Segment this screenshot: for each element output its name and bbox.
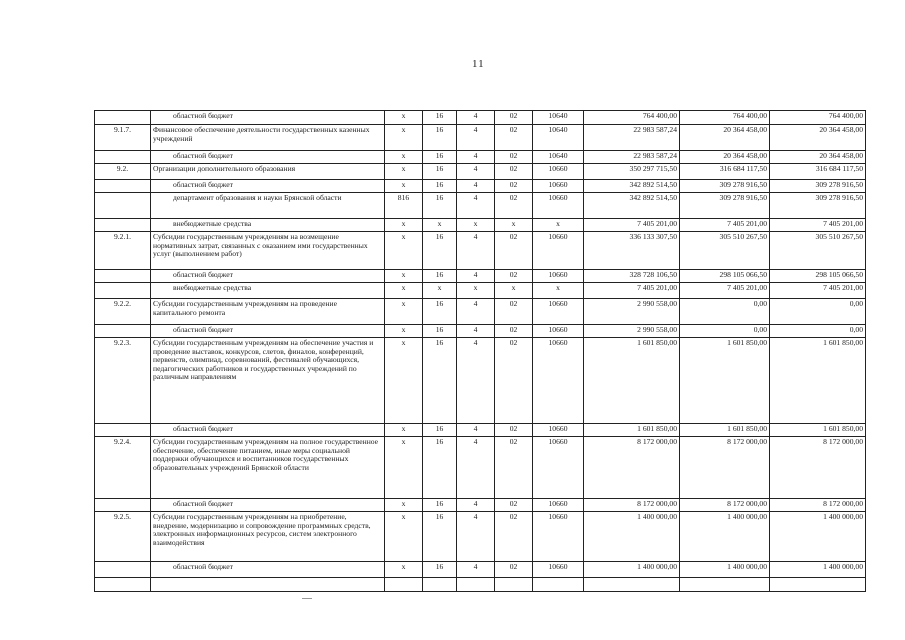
- code-grbs: [385, 578, 423, 592]
- page-number: 11: [472, 58, 485, 70]
- code-section: x: [423, 219, 457, 232]
- item-number: [95, 151, 151, 164]
- code-target: x: [533, 219, 584, 232]
- table-row-item: [95, 299, 866, 325]
- code-target: 10660: [533, 270, 584, 283]
- amount-year-1: 7 405 201,00: [584, 219, 680, 232]
- code-section: 16: [423, 164, 457, 180]
- code-target: 10660: [533, 338, 584, 424]
- amount-year-1: 1 601 850,00: [584, 424, 680, 437]
- table-row-subitem: [95, 499, 866, 512]
- code-program: 02: [495, 111, 533, 125]
- table-row-item: [95, 232, 866, 270]
- amount-year-3: 1 400 000,00: [770, 562, 866, 578]
- amount-year-3: 305 510 267,50: [770, 232, 866, 270]
- code-target: 10660: [533, 499, 584, 512]
- code-program: 02: [495, 437, 533, 499]
- table-row-item: [95, 437, 866, 499]
- item-name: Субсидии государственным учреждениям на возмещение нормативных затрат, связанных с оказанием ими государственных услуг (выполнением работ): [151, 232, 385, 270]
- item-number: [95, 111, 151, 125]
- amount-year-1: 764 400,00: [584, 111, 680, 125]
- amount-year-2: 305 510 267,50: [680, 232, 770, 270]
- amount-year-2: 7 405 201,00: [680, 219, 770, 232]
- amount-year-2: 1 601 850,00: [680, 424, 770, 437]
- item-number: [95, 219, 151, 232]
- code-section: [423, 578, 457, 592]
- amount-year-1: 328 728 106,50: [584, 270, 680, 283]
- item-name: внебюджетные средства: [151, 219, 385, 232]
- code-subsection: 4: [457, 193, 495, 219]
- code-target: 10660: [533, 299, 584, 325]
- amount-year-2: 0,00: [680, 325, 770, 338]
- item-number: [95, 270, 151, 283]
- amount-year-3: 1 400 000,00: [770, 512, 866, 562]
- item-number: [95, 325, 151, 338]
- code-program: 02: [495, 125, 533, 151]
- amount-year-1: 336 133 307,50: [584, 232, 680, 270]
- code-grbs: x: [385, 437, 423, 499]
- amount-year-2: 309 278 916,50: [680, 193, 770, 219]
- code-program: 02: [495, 338, 533, 424]
- item-number: 9.2.4.: [95, 437, 151, 499]
- code-subsection: 4: [457, 180, 495, 193]
- code-subsection: 4: [457, 164, 495, 180]
- code-subsection: 4: [457, 325, 495, 338]
- code-section: 16: [423, 180, 457, 193]
- item-name: областной бюджет: [151, 499, 385, 512]
- amount-year-1: 350 297 715,50: [584, 164, 680, 180]
- code-program: 02: [495, 164, 533, 180]
- table-row-subitem: [95, 562, 866, 578]
- item-name: внебюджетные средства: [151, 283, 385, 299]
- amount-year-3: 7 405 201,00: [770, 283, 866, 299]
- item-name: Субсидии государственным учреждениям на полное государственное обеспечение, обеспечение питанием, иные меры социальной поддержки обучающихся и воспитанников государственных образовательных учреждений Брянской области: [151, 437, 385, 499]
- code-grbs: x: [385, 325, 423, 338]
- amount-year-3: 309 278 916,50: [770, 180, 866, 193]
- code-section: 16: [423, 299, 457, 325]
- amount-year-2: 316 684 117,50: [680, 164, 770, 180]
- table-row-item: [95, 512, 866, 562]
- amount-year-1: 1 400 000,00: [584, 512, 680, 562]
- code-grbs: x: [385, 151, 423, 164]
- item-number: [95, 562, 151, 578]
- item-name: областной бюджет: [151, 180, 385, 193]
- amount-year-2: 0,00: [680, 299, 770, 325]
- code-section: 16: [423, 193, 457, 219]
- code-grbs: x: [385, 512, 423, 562]
- code-grbs: x: [385, 283, 423, 299]
- code-target: 10660: [533, 232, 584, 270]
- code-target: x: [533, 283, 584, 299]
- amount-year-2: 1 400 000,00: [680, 562, 770, 578]
- code-program: 02: [495, 424, 533, 437]
- amount-year-1: [584, 578, 680, 592]
- code-target: 10660: [533, 512, 584, 562]
- code-subsection: 4: [457, 437, 495, 499]
- item-name: областной бюджет: [151, 325, 385, 338]
- code-target: 10660: [533, 193, 584, 219]
- table-row-subitem: [95, 270, 866, 283]
- code-grbs: x: [385, 299, 423, 325]
- code-program: 02: [495, 512, 533, 562]
- code-program: 02: [495, 299, 533, 325]
- amount-year-2: 298 105 066,50: [680, 270, 770, 283]
- amount-year-3: 1 601 850,00: [770, 424, 866, 437]
- code-section: 16: [423, 338, 457, 424]
- code-subsection: 4: [457, 499, 495, 512]
- code-target: 10660: [533, 164, 584, 180]
- amount-year-3: 0,00: [770, 299, 866, 325]
- code-program: 02: [495, 325, 533, 338]
- code-grbs: x: [385, 180, 423, 193]
- table-row-subitem: [95, 219, 866, 232]
- code-grbs: x: [385, 338, 423, 424]
- amount-year-2: 1 601 850,00: [680, 338, 770, 424]
- table-row-subitem: [95, 111, 866, 125]
- table-row-subitem: [95, 283, 866, 299]
- code-subsection: 4: [457, 232, 495, 270]
- code-target: 10660: [533, 325, 584, 338]
- code-grbs: x: [385, 270, 423, 283]
- table-row-item: [95, 164, 866, 180]
- code-target: 10660: [533, 424, 584, 437]
- amount-year-3: 764 400,00: [770, 111, 866, 125]
- amount-year-1: 22 983 587,24: [584, 125, 680, 151]
- amount-year-2: 20 364 458,00: [680, 151, 770, 164]
- amount-year-1: 7 405 201,00: [584, 283, 680, 299]
- code-grbs: x: [385, 164, 423, 180]
- code-subsection: 4: [457, 338, 495, 424]
- amount-year-1: 342 892 514,50: [584, 180, 680, 193]
- amount-year-2: [680, 578, 770, 592]
- code-program: 02: [495, 562, 533, 578]
- item-number: [95, 283, 151, 299]
- item-name: Субсидии государственным учреждениям на обеспечение участия и проведение выставок, конкурсов, слетов, финалов, конференций, первенств, олимпиад, соревнований, фестивалей обучающихся, педагогических работников и государственных учреждений по различным направлениям: [151, 338, 385, 424]
- item-number: [95, 193, 151, 219]
- code-subsection: 4: [457, 562, 495, 578]
- item-name: Субсидии государственным учреждениям на приобретение, внедрение, модернизацию и сопровождение программных средств, электронных информационных ресурсов, систем электронного взаимодействия: [151, 512, 385, 562]
- table-row-item: [95, 125, 866, 151]
- code-section: 16: [423, 512, 457, 562]
- item-number: 9.2.1.: [95, 232, 151, 270]
- code-target: 10660: [533, 562, 584, 578]
- code-target: [533, 578, 584, 592]
- code-subsection: 4: [457, 270, 495, 283]
- item-name: областной бюджет: [151, 270, 385, 283]
- amount-year-3: 316 684 117,50: [770, 164, 866, 180]
- code-subsection: 4: [457, 125, 495, 151]
- code-grbs: x: [385, 232, 423, 270]
- code-grbs: x: [385, 424, 423, 437]
- table-row-subitem: [95, 151, 866, 164]
- amount-year-3: 8 172 000,00: [770, 499, 866, 512]
- code-subsection: 4: [457, 111, 495, 125]
- table-row-subitem: [95, 180, 866, 193]
- amount-year-3: 0,00: [770, 325, 866, 338]
- amount-year-2: 20 364 458,00: [680, 125, 770, 151]
- code-program: 02: [495, 180, 533, 193]
- code-program: 02: [495, 499, 533, 512]
- code-target: 10660: [533, 437, 584, 499]
- code-program: 02: [495, 151, 533, 164]
- table-row-subitem: [95, 424, 866, 437]
- item-number: [95, 180, 151, 193]
- amount-year-2: 8 172 000,00: [680, 499, 770, 512]
- table-row-blank: [95, 578, 866, 592]
- code-subsection: [457, 578, 495, 592]
- code-section: 16: [423, 270, 457, 283]
- amount-year-2: 8 172 000,00: [680, 437, 770, 499]
- amount-year-3: 309 278 916,50: [770, 193, 866, 219]
- table-row-subitem: [95, 325, 866, 338]
- budget-table: [94, 110, 866, 592]
- item-name: областной бюджет: [151, 562, 385, 578]
- code-program: x: [495, 283, 533, 299]
- code-target: 10640: [533, 125, 584, 151]
- item-name: [151, 578, 385, 592]
- amount-year-1: 2 990 558,00: [584, 299, 680, 325]
- item-number: 9.2.2.: [95, 299, 151, 325]
- code-section: 16: [423, 499, 457, 512]
- code-program: 02: [495, 270, 533, 283]
- code-grbs: x: [385, 562, 423, 578]
- amount-year-3: 20 364 458,00: [770, 151, 866, 164]
- code-section: 16: [423, 151, 457, 164]
- item-number: 9.2.5.: [95, 512, 151, 562]
- item-name: Финансовое обеспечение деятельности государственных казенных учреждений: [151, 125, 385, 151]
- item-name: Организации дополнительного образования: [151, 164, 385, 180]
- item-name: департамент образования и науки Брянской области: [151, 193, 385, 219]
- amount-year-1: 342 892 514,50: [584, 193, 680, 219]
- code-grbs: x: [385, 111, 423, 125]
- amount-year-3: 298 105 066,50: [770, 270, 866, 283]
- code-section: 16: [423, 111, 457, 125]
- page-mark: [302, 598, 312, 599]
- code-program: 02: [495, 193, 533, 219]
- table-row-subitem: [95, 193, 866, 219]
- code-program: x: [495, 219, 533, 232]
- code-section: 16: [423, 325, 457, 338]
- amount-year-2: 7 405 201,00: [680, 283, 770, 299]
- item-number: [95, 578, 151, 592]
- amount-year-1: 1 601 850,00: [584, 338, 680, 424]
- code-subsection: x: [457, 219, 495, 232]
- amount-year-1: 8 172 000,00: [584, 437, 680, 499]
- code-subsection: 4: [457, 424, 495, 437]
- amount-year-2: 764 400,00: [680, 111, 770, 125]
- code-grbs: 816: [385, 193, 423, 219]
- code-grbs: x: [385, 219, 423, 232]
- item-number: 9.1.7.: [95, 125, 151, 151]
- item-name: областной бюджет: [151, 111, 385, 125]
- code-section: 16: [423, 562, 457, 578]
- code-subsection: x: [457, 283, 495, 299]
- amount-year-3: [770, 578, 866, 592]
- code-subsection: 4: [457, 151, 495, 164]
- amount-year-3: 7 405 201,00: [770, 219, 866, 232]
- amount-year-1: 8 172 000,00: [584, 499, 680, 512]
- code-grbs: x: [385, 125, 423, 151]
- amount-year-2: 1 400 000,00: [680, 512, 770, 562]
- code-grbs: x: [385, 499, 423, 512]
- item-number: 9.2.3.: [95, 338, 151, 424]
- amount-year-1: 2 990 558,00: [584, 325, 680, 338]
- code-subsection: 4: [457, 299, 495, 325]
- table-body: [95, 111, 866, 592]
- amount-year-3: 20 364 458,00: [770, 125, 866, 151]
- table-row-item: [95, 338, 866, 424]
- item-name: областной бюджет: [151, 424, 385, 437]
- code-target: 10640: [533, 151, 584, 164]
- code-section: 16: [423, 232, 457, 270]
- code-section: 16: [423, 125, 457, 151]
- code-subsection: 4: [457, 512, 495, 562]
- item-name: Субсидии государственным учреждениям на проведение капитального ремонта: [151, 299, 385, 325]
- item-number: [95, 499, 151, 512]
- amount-year-3: 8 172 000,00: [770, 437, 866, 499]
- amount-year-2: 309 278 916,50: [680, 180, 770, 193]
- code-target: 10660: [533, 180, 584, 193]
- code-target: 10640: [533, 111, 584, 125]
- amount-year-1: 22 983 587,24: [584, 151, 680, 164]
- amount-year-3: 1 601 850,00: [770, 338, 866, 424]
- item-name: областной бюджет: [151, 151, 385, 164]
- code-program: 02: [495, 232, 533, 270]
- code-program: [495, 578, 533, 592]
- item-number: 9.2.: [95, 164, 151, 180]
- code-section: 16: [423, 437, 457, 499]
- code-section: x: [423, 283, 457, 299]
- item-number: [95, 424, 151, 437]
- amount-year-1: 1 400 000,00: [584, 562, 680, 578]
- code-section: 16: [423, 424, 457, 437]
